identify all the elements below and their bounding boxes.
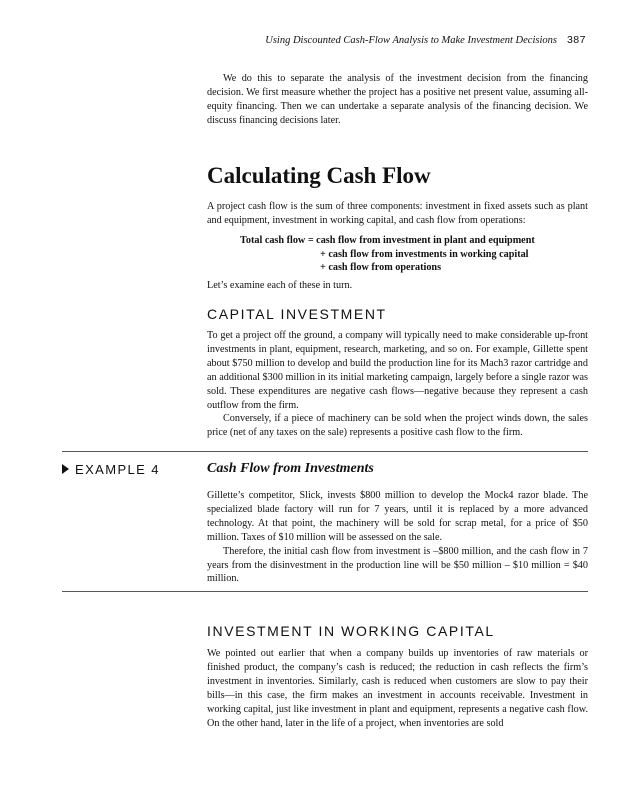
working-capital-p1: We pointed out earlier that when a company builds up inventories of raw materials or finished product, the company’s cash is reduced; the reduction in cash reflects the firm’s investment in inventories. Similarly, cash is reduced when customers are slow to pay their bills—in this case, the firm makes an investment in accounts receivable. Investment in working capital, just like investment in plant and equipment, represents a negative cash flow. On the other hand, later in the life of a project, when inventories are sold [207, 648, 588, 729]
page-number: 387 [566, 34, 586, 46]
example-p2: Therefore, the initial cash flow from investment is –$800 million, and the cash flow in 7 years from the disinvestment in the production line will be $50 million – $10 million = $40 million. [207, 545, 588, 585]
section-title: Calculating Cash Flow [207, 163, 431, 188]
running-header [190, 34, 586, 46]
formula-line-2: + cash flow from investments in working capital [320, 248, 529, 260]
formula-line-3: + cash flow from operations [320, 262, 442, 274]
section-lead-block [207, 200, 588, 228]
section-lead: A project cash flow is the sum of three components: investment in fixed assets such as plant and equipment, investment in working capital, and cash flow from operations: [207, 201, 588, 226]
section-after-text: Let’s examine each of these in turn. [207, 280, 353, 291]
working-capital-heading: INVESTMENT IN WORKING CAPITAL [207, 623, 495, 639]
intro-paragraph: We do this to separate the analysis of the investment decision from the financing decision. We first measure whether the project has a positive net present value, assuming all-equity financing. Then we can undertake a separate analysis of the financing decision. We discuss financing decisions later. [207, 73, 588, 126]
example-label-text: EXAMPLE 4 [75, 462, 160, 477]
section-after-block [207, 279, 588, 293]
formula-line-1: Total cash flow = cash flow from investment in plant and equipment [240, 235, 535, 246]
capital-investment-p2: Conversely, if a piece of machinery can be sold when the project winds down, the sales price (net of any taxes on the sale) represents a positive cash flow to the firm. [207, 413, 588, 439]
capital-investment-p1: To get a project off the ground, a company will typically need to make considerable up-front investments in plant, equipment, research, marketing, and so on. For example, Gillette spent about $750 million to develop and build the production line for its Mach3 razor cartridge and an additional $300 million in its initial marketing campaign, largely before a single razor was sold. These expenditures are negative cash flows—negative because they represent a cash outflow from the firm. [207, 330, 588, 411]
cash-flow-formula [207, 234, 588, 275]
capital-investment-block [207, 329, 588, 440]
triangle-right-icon [62, 464, 69, 474]
intro-block [207, 72, 588, 128]
capital-investment-heading: CAPITAL INVESTMENT [207, 306, 387, 322]
example-title: Cash Flow from Investments [207, 461, 374, 476]
running-title: Using Discounted Cash-Flow Analysis to Make Investment Decisions [265, 35, 557, 46]
example-label [62, 462, 160, 477]
working-capital-block [207, 647, 588, 730]
example-block [207, 489, 588, 586]
example-p1: Gillette’s competitor, Slick, invests $800 million to develop the Mock4 razor blade. The specialized blade factory will run for 7 years, until it is replaced by a more advanced technology. At that point, the machinery will be sold for scrap metal, for a price of $50 million. Taxes of $10 million will be assessed on the sale. [207, 490, 588, 543]
example-top-rule [62, 451, 588, 452]
example-bottom-rule [62, 591, 588, 592]
